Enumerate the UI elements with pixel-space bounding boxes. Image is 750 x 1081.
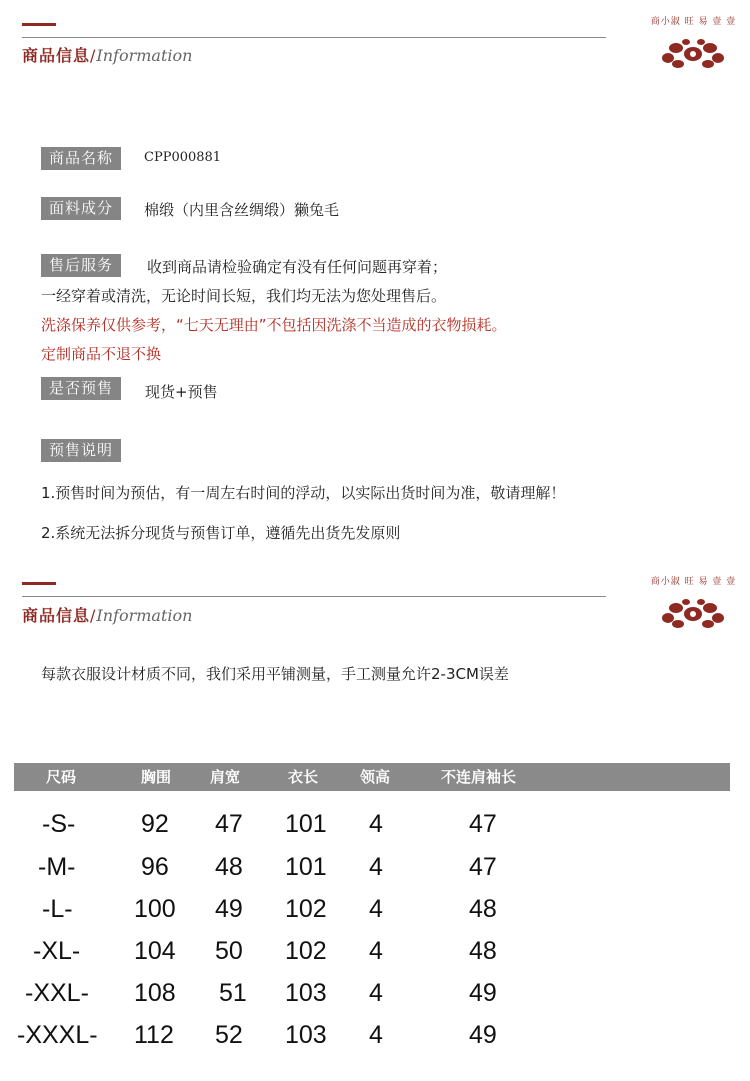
table-cell: 4 — [369, 810, 383, 838]
table-cell: 92 — [141, 810, 169, 838]
fabric-label: 面料成分 — [41, 197, 121, 220]
after-sales-line2: 一经穿着或清洗，无论时间长短，我们均无法为您处理售后。 — [41, 287, 447, 305]
table-cell: 50 — [215, 937, 243, 965]
table-cell: 96 — [141, 853, 169, 881]
brand-logo-2 — [646, 574, 741, 644]
header-sleeve: 不连肩袖长 — [441, 768, 517, 786]
header-chest: 胸围 — [141, 768, 172, 786]
presale-note1: 1.预售时间为预估，有一周左右时间的浮动，以实际出货时间为准，敬请理解！ — [41, 484, 566, 502]
table-cell: 4 — [369, 853, 383, 881]
presale-note2: 2.系统无法拆分现货与预售订单，遵循先出货先发原则 — [41, 524, 401, 542]
table-cell: 49 — [215, 895, 243, 923]
table-cell: 49 — [469, 1021, 497, 1049]
table-cell: 52 — [215, 1021, 243, 1049]
flower-ornament-icon — [646, 14, 741, 84]
section1-accent-bar — [22, 23, 56, 26]
table-cell: 108 — [134, 979, 176, 1007]
table-cell: 102 — [285, 937, 327, 965]
table-cell: 100 — [134, 895, 176, 923]
section1-title — [22, 43, 192, 66]
table-cell: -L- — [42, 895, 73, 923]
header-size: 尺码 — [46, 768, 77, 786]
section2-title — [22, 603, 192, 626]
after-sales-label: 售后服务 — [41, 254, 121, 277]
table-cell: 102 — [285, 895, 327, 923]
header-collar: 领高 — [360, 768, 391, 786]
table-cell: 4 — [369, 937, 383, 965]
table-cell: 48 — [215, 853, 243, 881]
section1-title-en: Information — [96, 46, 193, 65]
table-cell: 112 — [134, 1021, 174, 1049]
section1-header-line — [22, 37, 606, 38]
table-cell: 47 — [215, 810, 243, 838]
table-cell: 101 — [285, 810, 327, 838]
section2-title-slash: / — [90, 606, 97, 625]
table-cell: -XL- — [33, 937, 81, 965]
table-cell: 4 — [369, 1021, 383, 1049]
after-sales-line1: 收到商品请检验确定有没有任何问题再穿着； — [147, 258, 448, 276]
table-cell: 51 — [219, 979, 247, 1007]
section2-accent-bar — [22, 582, 56, 585]
after-sales-line4: 定制商品不退不换 — [41, 345, 162, 363]
brand-logo-2-text: 商小淑 旺 易 壹 壹 — [650, 577, 737, 587]
product-name-label: 商品名称 — [41, 147, 121, 170]
section2-title-en: Information — [96, 606, 193, 625]
presale-value: 现货+预售 — [145, 383, 218, 401]
table-cell: 103 — [285, 979, 327, 1007]
table-cell: 48 — [469, 937, 497, 965]
table-cell: 4 — [369, 979, 383, 1007]
section1-title-cn: 商品信息 — [22, 46, 91, 65]
fabric-value: 棉缎（内里含丝绸缎）獭兔毛 — [144, 201, 340, 219]
section2-title-cn: 商品信息 — [22, 606, 91, 625]
table-cell: -XXXL- — [17, 1021, 98, 1049]
section2-header-line — [22, 596, 606, 597]
table-cell: -S- — [42, 810, 76, 838]
brand-logo-text: 商小淑 旺 易 壹 壹 — [650, 17, 737, 27]
presale-note-label: 预售说明 — [41, 439, 121, 462]
product-name-value: CPP000881 — [144, 150, 222, 165]
table-cell: 49 — [469, 979, 497, 1007]
presale-label: 是否预售 — [41, 377, 121, 400]
table-cell: 4 — [369, 895, 383, 923]
after-sales-line3: 洗涤保养仅供参考，“七天无理由”不包括因洗涤不当造成的衣物损耗。 — [41, 316, 507, 334]
section1-title-slash: / — [90, 46, 97, 65]
measurement-note: 每款衣服设计材质不同，我们采用平铺测量，手工测量允许2-3CM误差 — [41, 665, 509, 683]
table-cell: -XXL- — [25, 979, 89, 1007]
table-cell: 104 — [134, 937, 176, 965]
table-cell: 101 — [285, 853, 327, 881]
header-shoulder: 肩宽 — [210, 768, 241, 786]
flower-ornament-icon — [646, 574, 741, 644]
table-cell: 48 — [469, 895, 497, 923]
table-cell: 103 — [285, 1021, 327, 1049]
table-cell: 47 — [469, 810, 497, 838]
table-cell: 47 — [469, 853, 497, 881]
brand-logo — [646, 14, 741, 84]
table-cell: -M- — [38, 853, 76, 881]
header-length: 衣长 — [288, 768, 319, 786]
